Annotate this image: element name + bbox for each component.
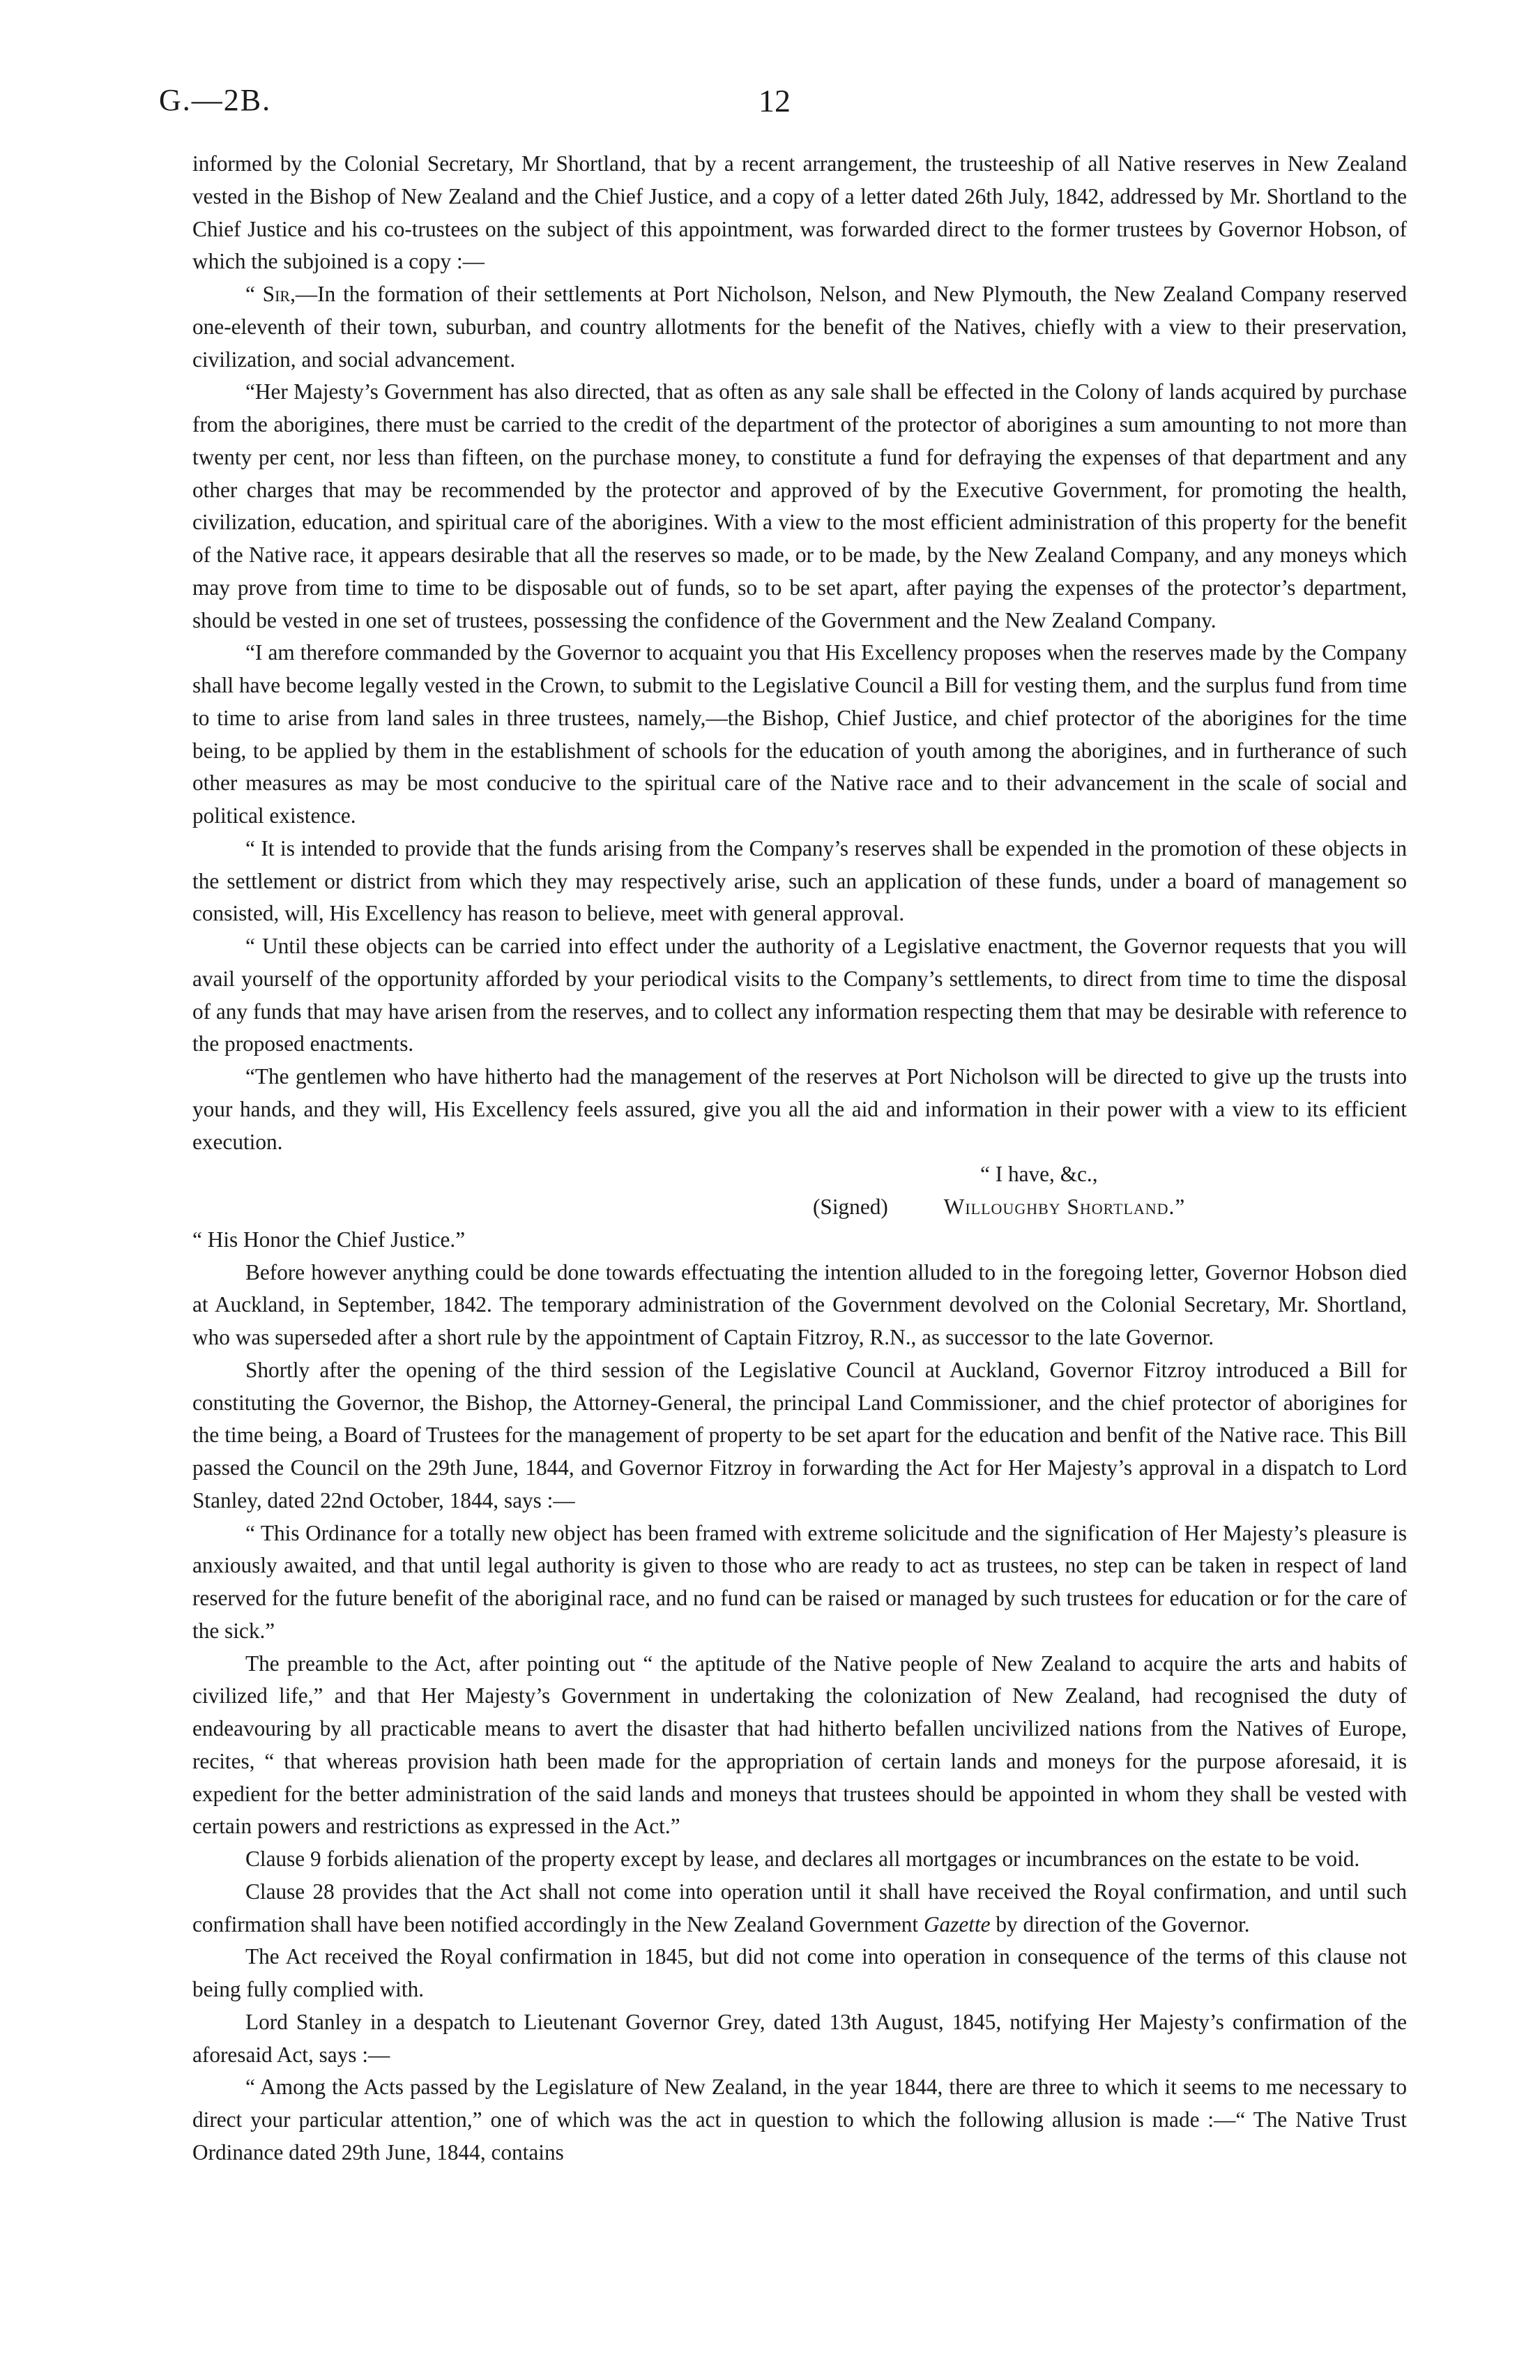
- page-body: [192, 148, 1407, 2169]
- salutation: “ Sir,: [245, 282, 296, 306]
- letter-paragraph: “ It is intended to provide that the funds arising from the Company’s reserves shall be expended in the promotion of these objects in the settlement or district from which they may respectively arise, such an application of these funds, under a board of management so consisted, will, His Excellency has reason to believe, meet with general approval.: [192, 835, 1407, 926]
- letter-paragraph: “ Until these objects can be carried into effect under the authority of a Legislative enactment, the Governor requests that you will avail yourself of the opportunity afforded by your periodical visits to the Company’s settlements, to direct from time to time the disposal of any funds that may have arisen from the reserves, and to collect any information respecting them that may be desirable with reference to the proposed enactments.: [192, 934, 1407, 1056]
- letter-paragraph: [192, 278, 1407, 376]
- paragraph: informed by the Colonial Secretary, Mr Shortland, that by a recent arrangement, the trusteeship of all Native reserves in New Zealand vested in the Bishop of New Zealand and the Chief Justice, and a copy of a letter dated 26th July, 1842, addressed by Mr. Shortland to the Chief Justice and his co-trustees on the subject of this appointment, was forwarded direct to the former trustees by Governor Hobson, of which the subjoined is a copy :—: [192, 151, 1407, 274]
- paragraph-text: —In the formation of their settlements at Port Nicholson, Nelson, and New Plymouth, the New Zealand Company reserved one-eleventh of their town, suburban, and country allotments for the benefit of the Natives, chiefly with a view to their preservation, civilization, and social advancement.: [192, 282, 1407, 372]
- paragraph: The preamble to the Act, after pointing out “ the aptitude of the Native people of New Zealand to acquire the arts and habits of civilized life,” and that Her Majesty’s Government in undertaking the colonization of New Zealand, had recognised the duty of endeavouring by all practicable means to avert the disaster that had hitherto befallen uncivilized nations from the Natives of Europe, recites, “ that whereas provision hath been made for the appropriation of certain lands and moneys for the purpose aforesaid, it is expedient for the better administration of the said lands and moneys that trustees should be appointed in whom they shall be vested with certain powers and restrictions as expressed in the Act.”: [192, 1651, 1407, 1839]
- page-header: [159, 82, 1414, 131]
- letter-paragraph: “I am therefore commanded by the Governor to acquaint you that His Excellency proposes when the reserves made by the Company shall have become legally vested in the Crown, to submit to the Legislative Council a Bill for vesting them, and the surplus fund from time to time to arise from land sales in three trustees, namely,—the Bishop, Chief Justice, and chief protector of the aborigines for the time being, to be applied by them in the establishment of schools for the education of youth among the aborigines, and in furtherance of such other measures as may be most conducive to the spiritual care of the Native race and to their advancement in the scale of social and political existence.: [192, 640, 1407, 828]
- quoted-paragraph: “ Among the Acts passed by the Legislature of New Zealand, in the year 1844, there are three to which it seems to me necessary to direct your particular attention,” one of which was the act in question to which the following allusion is made :—“ The Native Trust Ordinance dated 29th June, 1844, contains: [192, 2075, 1407, 2165]
- paragraph: Clause 9 forbids alienation of the property except by lease, and declares all mortgages or incumbrances on the estate to be void.: [245, 1847, 1360, 1871]
- paragraph: [192, 1876, 1407, 1941]
- gazette-title: Gazette: [923, 1911, 991, 1936]
- letter-addressee: “ His Honor the Chief Justice.”: [192, 1227, 466, 1252]
- paragraph-text: Clause 28 provides that the Act shall not come into operation until it shall have received the Royal confirmation, and until such confirmation shall have been notified accordingly in the New Zealand Government: [192, 1879, 1407, 1936]
- paragraph: Before however anything could be done towards effectuating the intention alluded to in the foregoing letter, Governor Hobson died at Auckland, in September, 1842. The temporary administration of the Government devolved on the Colonial Secretary, Mr. Shortland, who was superseded after a short rule by the appointment of Captain Fitzroy, R.N., as successor to the late Governor.: [192, 1259, 1407, 1349]
- paragraph-text: by direction of the Governor.: [990, 1911, 1250, 1936]
- quoted-paragraph: “ This Ordinance for a totally new object has been framed with extreme solicitude and the signification of Her Majesty’s pleasure is anxiously awaited, and that until legal authority is given to those who are ready to act as trustees, no step can be taken in respect of land reserved for the future benefit of the aboriginal race, and no fund can be raised or managed by such trustees for education or for the care of the sick.”: [192, 1520, 1407, 1643]
- signatory-name: Willoughby Shortland.”: [943, 1195, 1186, 1219]
- page-number: 12: [758, 83, 791, 119]
- letter-closing: “ I have, &c.,: [980, 1162, 1098, 1187]
- letter-paragraph: “The gentlemen who have hitherto had the management of the reserves at Port Nicholson will be directed to give up the trusts into your hands, and they will, His Excellency feels assured, give you all the aid and information in their power with a view to its efficient execution.: [192, 1064, 1407, 1154]
- signed-label: (Signed): [813, 1195, 888, 1219]
- letter-signature: [192, 1191, 1407, 1224]
- paragraph: The Act received the Royal confirmation in 1845, but did not come into operation in consequence of the terms of this clause not being fully complied with.: [192, 1944, 1407, 2001]
- document-code: G.—2B.: [159, 83, 272, 117]
- paragraph: Lord Stanley in a despatch to Lieutenant Governor Grey, dated 13th August, 1845, notifying Her Majesty’s confirmation of the aforesaid Act, says :—: [192, 2009, 1407, 2067]
- letter-paragraph: “Her Majesty’s Government has also directed, that as often as any sale shall be effected in the Colony of lands acquired by purchase from the aborigines, there must be carried to the credit of the department of the protector of aborigines a sum amounting to not more than twenty per cent, nor less than fifteen, on the purchase money, to constitute a fund for defraying the expenses of that department and any other charges that may be recommended by the protector and approved of by the Executive Government, for promoting the health, civilization, education, and spiritual care of the aborigines. With a view to the most efficient administration of this property for the benefit of the Native race, it appears desirable that all the reserves so made, or to be made, by the New Zealand Company, and any moneys which may prove from time to time to be disposable out of funds, so to be set apart, after paying the expenses of the protector’s department, should be vested in one set of trustees, possessing the confidence of the Government and the New Zealand Company.: [192, 379, 1407, 632]
- paragraph: Shortly after the opening of the third session of the Legislative Council at Auckland, Governor Fitzroy introduced a Bill for constituting the Governor, the Bishop, the Attorney-General, the principal Land Commissioner, and the chief protector of aborigines for the time being, a Board of Trustees for the management of property to be set apart for the education and benfit of the Native race. This Bill passed the Council on the 29th June, 1844, and Governor Fitzroy in forwarding the Act for Her Majesty’s approval in a dispatch to Lord Stanley, dated 22nd October, 1844, says :—: [192, 1357, 1407, 1513]
